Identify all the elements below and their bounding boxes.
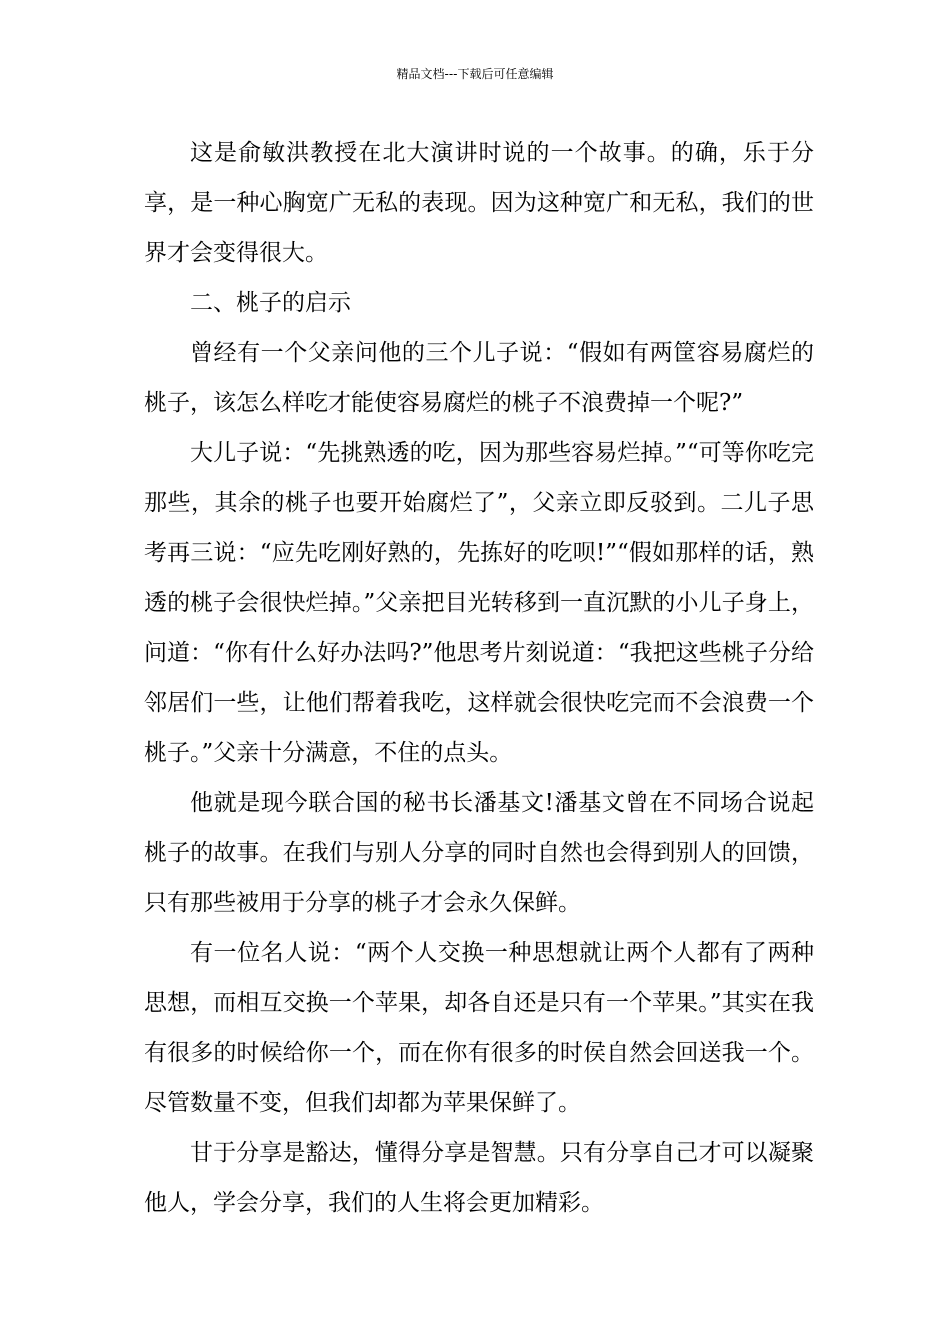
paragraph-1: 这是俞敏洪教授在北大演讲时说的一个故事。的确，乐于分享，是一种心胸宽广无私的表现。因为这种宽广和无私，我们的世界才会变得很大。 xyxy=(144,140,814,266)
paragraph-2: 曾经有一个父亲问他的三个儿子说：“假如有两筐容易腐烂的桃子，该怎么样吃才能使容易腐烂的桃子不浪费掉一个呢?” xyxy=(144,340,814,416)
section-heading: 二、桃子的启示 xyxy=(190,290,351,316)
page-header: 精品文档---下载后可任意编辑 xyxy=(396,67,554,81)
paragraph-5: 有一位名人说：“两个人交换一种思想就让两个人都有了两种思想，而相互交换一个苹果，却各自还是只有一个苹果。”其实在我有很多的时候给你一个，而在你有很多的时侯自然会回送我一个。尽管数量不变，但我们却都为苹果保鲜了。 xyxy=(144,940,814,1116)
paragraph-4: 他就是现今联合国的秘书长潘基文!潘基文曾在不同场合说起桃子的故事。在我们与别人分享的同时自然也会得到别人的回馈，只有那些被用于分享的桃子才会永久保鲜。 xyxy=(144,790,814,916)
document-body xyxy=(144,128,814,1228)
paragraph-6: 甘于分享是豁达，懂得分享是智慧。只有分享自己才可以凝聚他人，学会分享，我们的人生将会更加精彩。 xyxy=(144,1140,814,1216)
paragraph-3: 大儿子说：“先挑熟透的吃，因为那些容易烂掉。”“可等你吃完那些，其余的桃子也要开始腐烂了”，父亲立即反驳到。二儿子思考再三说：“应先吃刚好熟的，先拣好的吃呗!”“假如那样的话，熟透的桃子会很快烂掉。”父亲把目光转移到一直沉默的小儿子身上，问道：“你有什么好办法吗?”他思考片刻说道：“我把这些桃子分给邻居们一些，让他们帮着我吃，这样就会很快吃完而不会浪费一个桃子。”父亲十分满意，不住的点头。 xyxy=(144,440,814,766)
